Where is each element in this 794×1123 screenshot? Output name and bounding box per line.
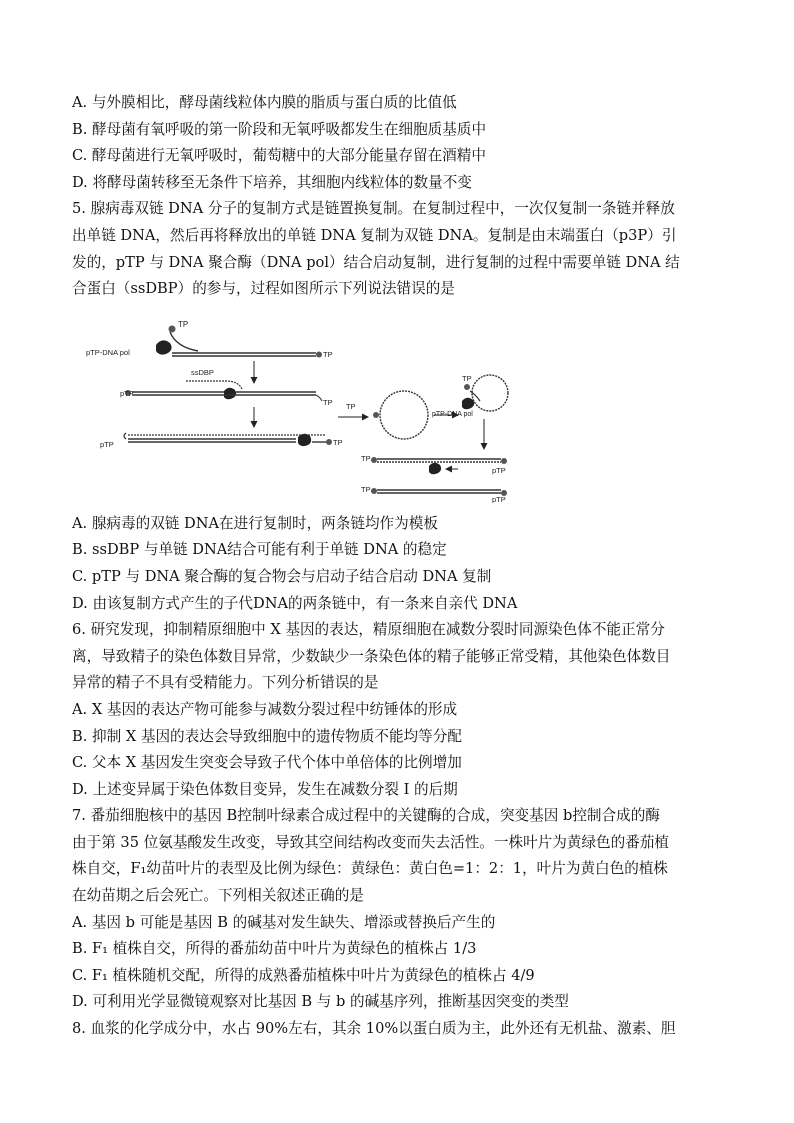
- label-tp: TP: [462, 373, 472, 383]
- q5-stem-line: 合蛋白（ssDBP）的参与，过程如图所示下列说法错误的是: [72, 280, 455, 298]
- q4-options: [72, 90, 724, 196]
- label-tp: TP: [333, 437, 343, 447]
- polymerase-icon: [224, 387, 236, 399]
- q7-options: [72, 910, 724, 1016]
- polymerase-icon: [462, 397, 474, 409]
- label-ptp: pTP: [100, 439, 114, 449]
- label-ptp-dna-pol: pTP-DNA pol: [432, 410, 473, 418]
- strand-replication: [432, 374, 508, 418]
- q4-option-d: D. 将酵母菌转移至无条件下培养，其细胞内线粒体的数量不变: [72, 173, 472, 191]
- label-tp: TP: [346, 401, 356, 411]
- q6-stem-line: 离，导致精子的染色体数目异常，少数缺少一条染色体的精子能够正常受精，其他染色体数目: [72, 647, 671, 665]
- q5-option-b: B. ssDBP 与单链 DNA结合可能有利于单链 DNA 的稳定: [72, 541, 447, 559]
- exam-page: [72, 90, 724, 1043]
- q7-option-c: C. F₁ 植株随机交配，所得的成熟番茄植株中叶片为黄绿色的植株占 4/9: [72, 966, 535, 984]
- q7-option-a: A. 基因 b 可能是基因 B 的碱基对发生缺失、增添或替换后产生的: [72, 913, 496, 931]
- q6-stem: [72, 617, 724, 697]
- label-ptp: pTP: [492, 465, 506, 475]
- label-ptp: pTP: [120, 388, 134, 398]
- q6-option-a: A. X 基因的表达产物可能参与减数分裂过程中纺锤体的形成: [72, 700, 458, 718]
- q5-option-d: D. 由该复制方式产生的子代DNA的两条链中，有一条来自亲代 DNA: [72, 594, 518, 612]
- q6-stem-line: 6. 研究发现，抑制精原细胞中 X 基因的表达，精原细胞在减数分裂时同源染色体不能正常分: [72, 621, 665, 639]
- label-tp: TP: [323, 349, 333, 359]
- q7-stem-line: 7. 番茄细胞核中的基因 B控制叶绿素合成过程中的关键酶的合成，突变基因 b控制合成的酶: [72, 807, 660, 825]
- q5-option-a: A. 腺病毒的双链 DNA在进行复制时，两条链均作为模板: [72, 514, 438, 532]
- q5-stem: [72, 196, 724, 302]
- label-ptp: pTP: [492, 494, 506, 503]
- step-1-initiation: [86, 320, 333, 359]
- replication-diagram: [86, 311, 516, 503]
- q6-option-b: B. 抑制 X 基因的表达会导致细胞中的遗传物质不能均等分配: [72, 727, 462, 745]
- terminal-protein-icon: [169, 325, 176, 332]
- dna-replication-figure: [86, 311, 516, 503]
- polymerase-icon: [429, 462, 441, 474]
- q8-stem-line: 8. 血浆的化学成分中，水占 90%左右，其余 10%以蛋白质为主，此外还有无机盐、激素、胆: [72, 1020, 676, 1038]
- q7-option-d: D. 可利用光学显微镜观察对比基因 B 与 b 的碱基序列，推断基因突变的类型: [72, 993, 569, 1011]
- q5-stem-line: 5. 腺病毒双链 DNA 分子的复制方式是链置换复制。在复制过程中，一次仅复制一条链并释放: [72, 200, 675, 218]
- label-tp: TP: [178, 319, 189, 329]
- circularized-strand: [346, 391, 428, 439]
- polymerase-icon: [298, 433, 311, 445]
- step-2-displacement: [120, 368, 333, 407]
- label-tp: TP: [361, 453, 371, 463]
- q6-option-c: C. 父本 X 基因发生突变会导致子代个体中单倍体的比例增加: [72, 754, 462, 772]
- q6-option-d: D. 上述变异属于染色体数目变异，发生在减数分裂 I 的后期: [72, 780, 458, 798]
- q5-stem-line: 出单链 DNA，然后再将释放出的单链 DNA 复制为双链 DNA。复制是由末端蛋白（p3P）引: [72, 226, 677, 244]
- q4-option-a: A. 与外膜相比，酵母菌线粒体内膜的脂质与蛋白质的比值低: [72, 94, 457, 111]
- q4-option-b: B. 酵母菌有氧呼吸的第一阶段和无氧呼吸都发生在细胞质基质中: [72, 120, 487, 138]
- step-3-elongation: [100, 433, 343, 449]
- polymerase-icon: [156, 340, 172, 354]
- output-duplex-2: [361, 485, 507, 503]
- q7-option-b: B. F₁ 植株自交，所得的番茄幼苗中叶片为黄绿色的植株占 1/3: [72, 940, 477, 958]
- label-ssdbp: ssDBP: [191, 367, 214, 377]
- output-duplex-1: [361, 454, 507, 475]
- label-ptp-dna-pol: pTP-DNA pol: [86, 347, 130, 357]
- q6-options: [72, 697, 724, 803]
- q5-options: [72, 511, 724, 617]
- q5-stem-line: 发的，pTP 与 DNA 聚合酶（DNA pol）结合启动复制，进行复制的过程中需要单链 DNA 结: [72, 253, 680, 271]
- q7-stem-line: 由于第 35 位氨基酸发生改变，导致其空间结构改变而失去活性。一株叶片为黄绿色的番茄植: [72, 833, 670, 851]
- q7-stem-line: 在幼苗期之后会死亡。下列相关叙述正确的是: [72, 887, 364, 905]
- label-tp: TP: [361, 484, 371, 494]
- q4-option-c: C. 酵母菌进行无氧呼吸时，葡萄糖中的大部分能量存留在酒精中: [72, 147, 486, 165]
- q8-stem: [72, 1016, 724, 1043]
- q5-option-c: C. pTP 与 DNA 聚合酶的复合物会与启动子结合启动 DNA 复制: [72, 567, 492, 585]
- q7-stem: [72, 803, 724, 909]
- q7-stem-line: 株自交，F₁幼苗叶片的表型及比例为绿色：黄绿色：黄白色=1：2：1，叶片为黄白色的植株: [72, 860, 669, 878]
- label-tp: TP: [323, 397, 333, 407]
- q6-stem-line: 异常的精子不具有受精能力。下列分析错误的是: [72, 674, 379, 692]
